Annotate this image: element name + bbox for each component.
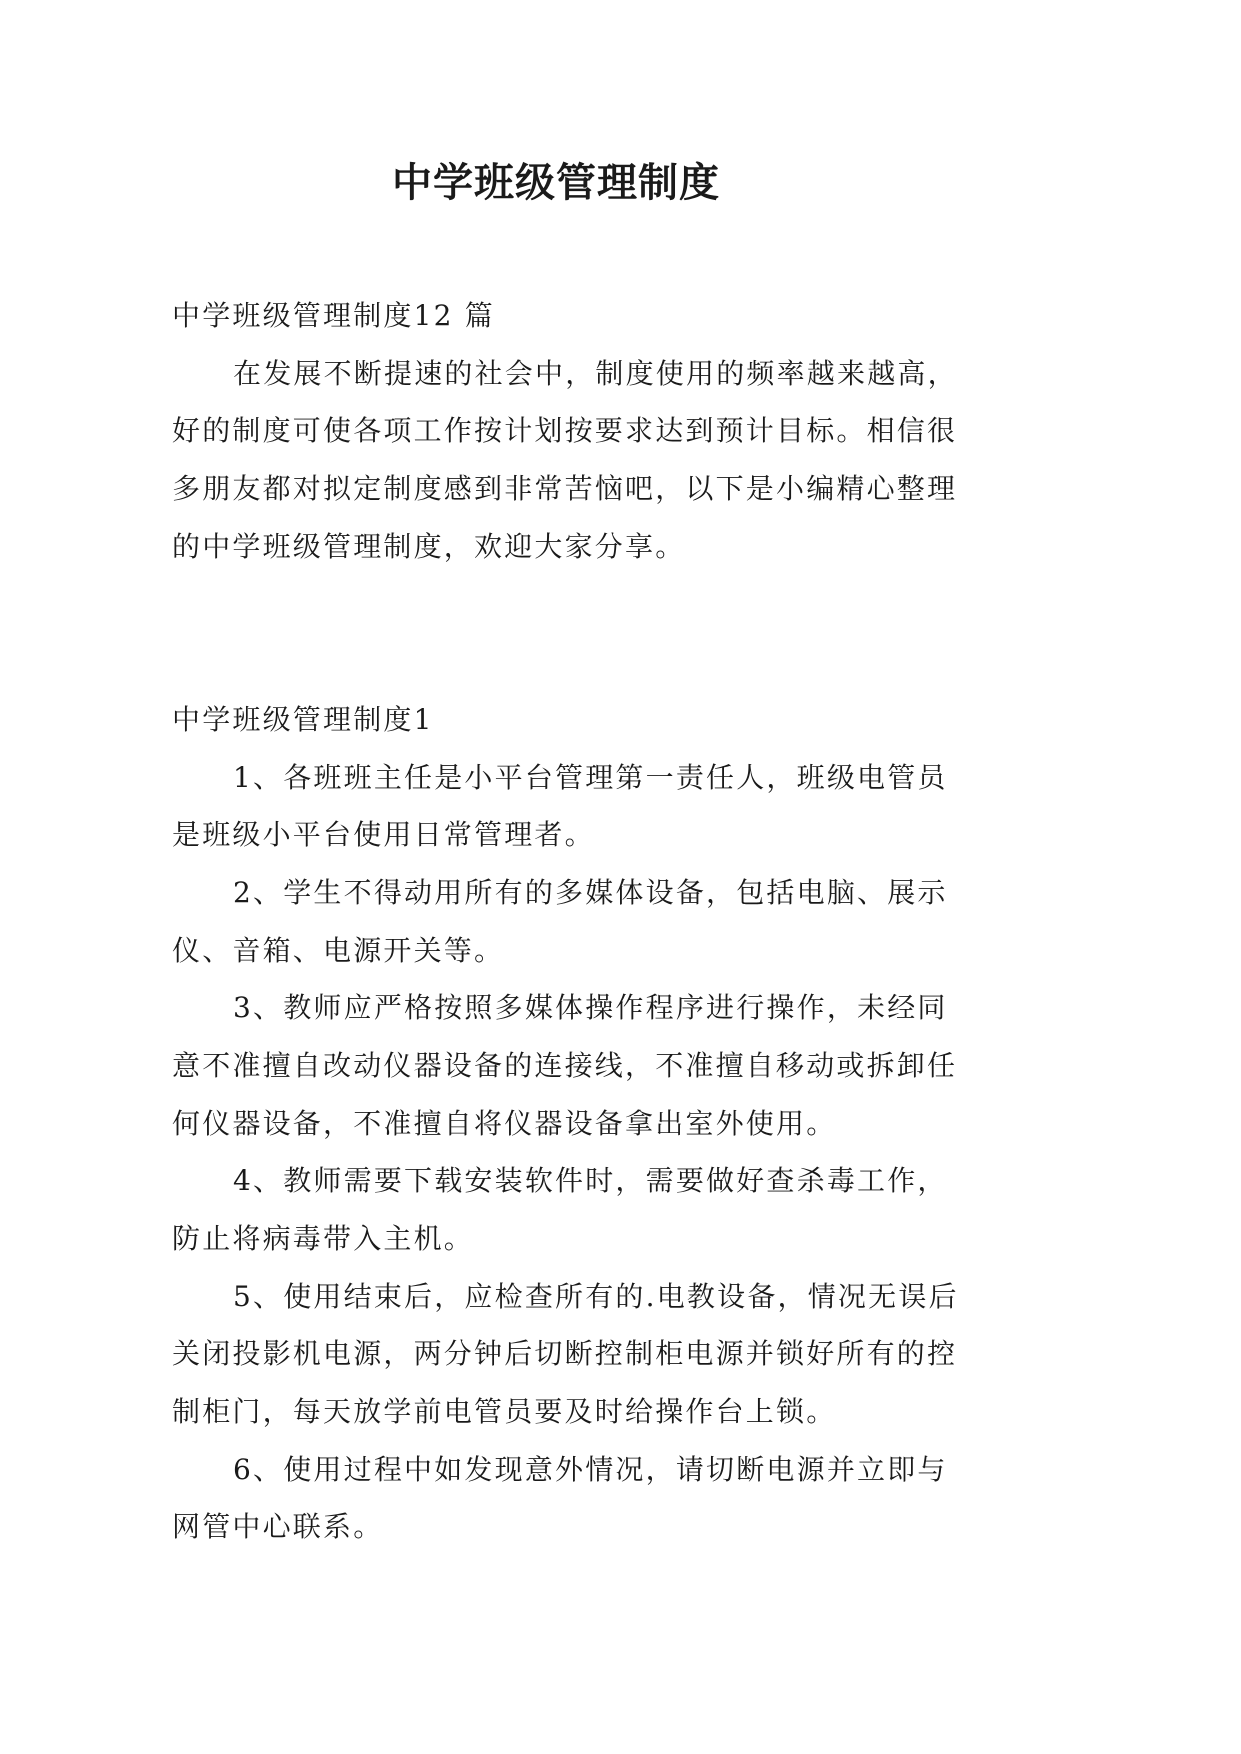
rule-line: 意不准擅自改动仪器设备的连接线，不准擅自移动或拆卸任 <box>172 1048 958 1082</box>
section-heading: 中学班级管理制度1 <box>172 702 434 736</box>
intro-line: 的中学班级管理制度，欢迎大家分享。 <box>172 529 686 563</box>
intro-line: 好的制度可使各项工作按计划按要求达到预计目标。相信很 <box>172 414 958 448</box>
intro-line: 多朋友都对拟定制度感到非常苦恼吧，以下是小编精心整理 <box>172 472 958 506</box>
rule-line: 5、使用结束后，应检查所有的.电教设备，情况无误后 <box>233 1279 959 1313</box>
rule-line: 3、教师应严格按照多媒体操作程序进行操作，未经同 <box>233 991 948 1025</box>
rule-line: 何仪器设备，不准擅自将仪器设备拿出室外使用。 <box>172 1106 837 1140</box>
rule-line: 网管中心联系。 <box>172 1510 384 1544</box>
rule-line: 是班级小平台使用日常管理者。 <box>172 818 595 852</box>
rule-line: 6、使用过程中如发现意外情况，请切断电源并立即与 <box>233 1452 948 1486</box>
document-subtitle: 中学班级管理制度12 篇 <box>172 299 495 332</box>
page-title: 中学班级管理制度 <box>392 159 720 206</box>
rule-line: 防止将病毒带入主机。 <box>172 1222 475 1256</box>
section-spacer <box>172 575 1072 690</box>
rule-line: 4、教师需要下载安装软件时，需要做好查杀毒工作， <box>233 1164 948 1198</box>
rule-line: 2、学生不得动用所有的多媒体设备，包括电脑、展示 <box>233 875 948 909</box>
rule-line: 1、各班班主任是小平台管理第一责任人，班级电管员 <box>233 760 948 794</box>
intro-line: 在发展不断提速的社会中，制度使用的频率越来越高， <box>233 356 958 390</box>
document-body <box>172 287 1072 1556</box>
rule-line: 仪、音箱、电源开关等。 <box>172 933 505 967</box>
rule-line: 关闭投影机电源，两分钟后切断控制柜电源并锁好所有的控 <box>172 1337 958 1371</box>
rule-line: 制柜门，每天放学前电管员要及时给操作台上锁。 <box>172 1395 837 1429</box>
